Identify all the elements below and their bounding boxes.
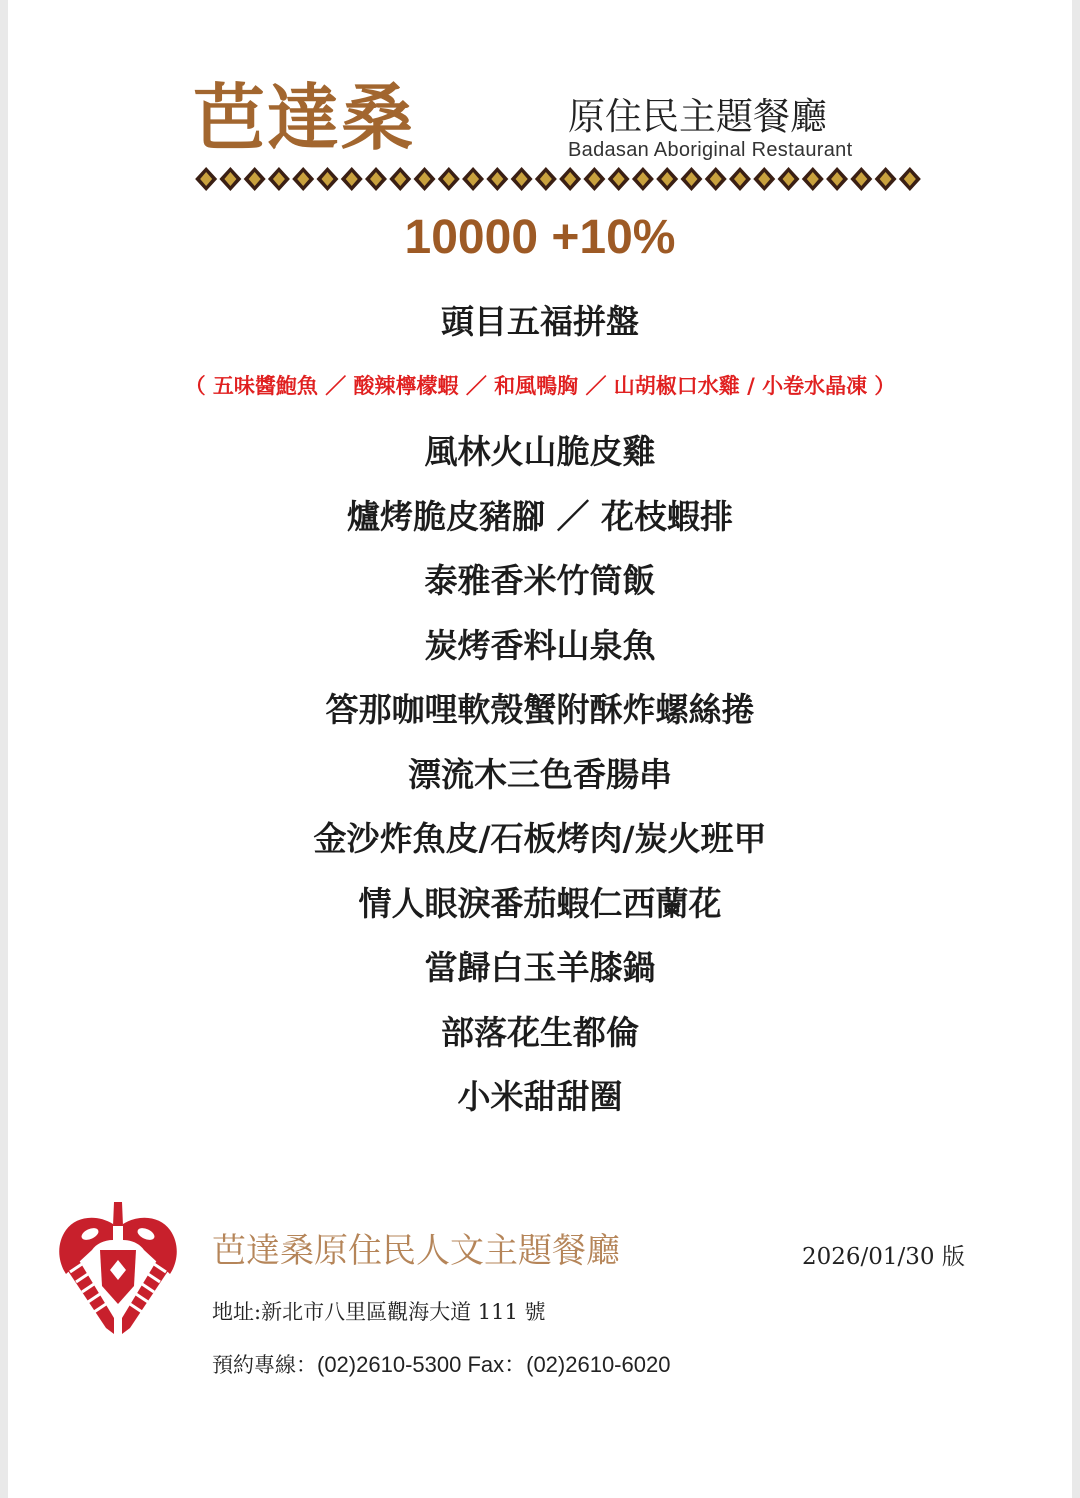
restaurant-logo-subtitle: 原住民主題餐廳	[568, 95, 827, 138]
footer-restaurant-name: 芭達桑原住民人文主題餐廳	[212, 1231, 620, 1271]
menu-item: 部落花生都倫	[441, 1013, 639, 1052]
menu-page	[8, 0, 1072, 1498]
restaurant-logo-english: Badasan Aboriginal Restaurant	[568, 139, 853, 161]
menu-item: 風林火山脆皮雞	[424, 432, 656, 471]
menu-item: 小米甜甜圈	[457, 1077, 623, 1116]
restaurant-logo-text: 芭達桑	[193, 75, 416, 160]
menu-item-platter: 頭目五福拼盤	[441, 302, 639, 341]
menu-item-platter-note: （ 五味醬鮑魚 ／ 酸辣檸檬蝦 ／ 和風鴨胸 ／ 山胡椒口水雞 / 小卷水晶凍 ）	[184, 374, 896, 398]
menu-item: 爐烤脆皮豬腳 ／ 花枝蝦排	[347, 497, 733, 536]
menu-version-date: 2026/01/30 版	[802, 1244, 965, 1270]
diamond-pattern-divider	[194, 166, 922, 192]
menu-item: 當歸白玉羊膝鍋	[424, 948, 656, 987]
menu-item: 答那咖哩軟殼蟹附酥炸螺絲捲	[325, 690, 755, 729]
menu-item: 漂流木三色香腸串	[408, 755, 672, 794]
set-menu-price: 10000 +10%	[404, 211, 676, 264]
menu-item: 情人眼淚番茄蝦仁西蘭花	[358, 884, 722, 923]
restaurant-emblem-icon	[52, 1200, 182, 1335]
footer-address: 地址:新北市八里區觀海大道 111 號	[212, 1300, 546, 1324]
menu-item: 炭烤香料山泉魚	[424, 626, 656, 665]
footer-phone	[212, 1354, 670, 1376]
menu-item: 泰雅香米竹筒飯	[424, 561, 656, 600]
footer-phone-number: (02)2610-5300 Fax：(02)2610-6020	[317, 1352, 671, 1377]
menu-item: 金沙炸魚皮/石板烤肉/炭火班甲	[313, 819, 767, 858]
footer-phone-label: 預約專線：	[212, 1353, 317, 1377]
